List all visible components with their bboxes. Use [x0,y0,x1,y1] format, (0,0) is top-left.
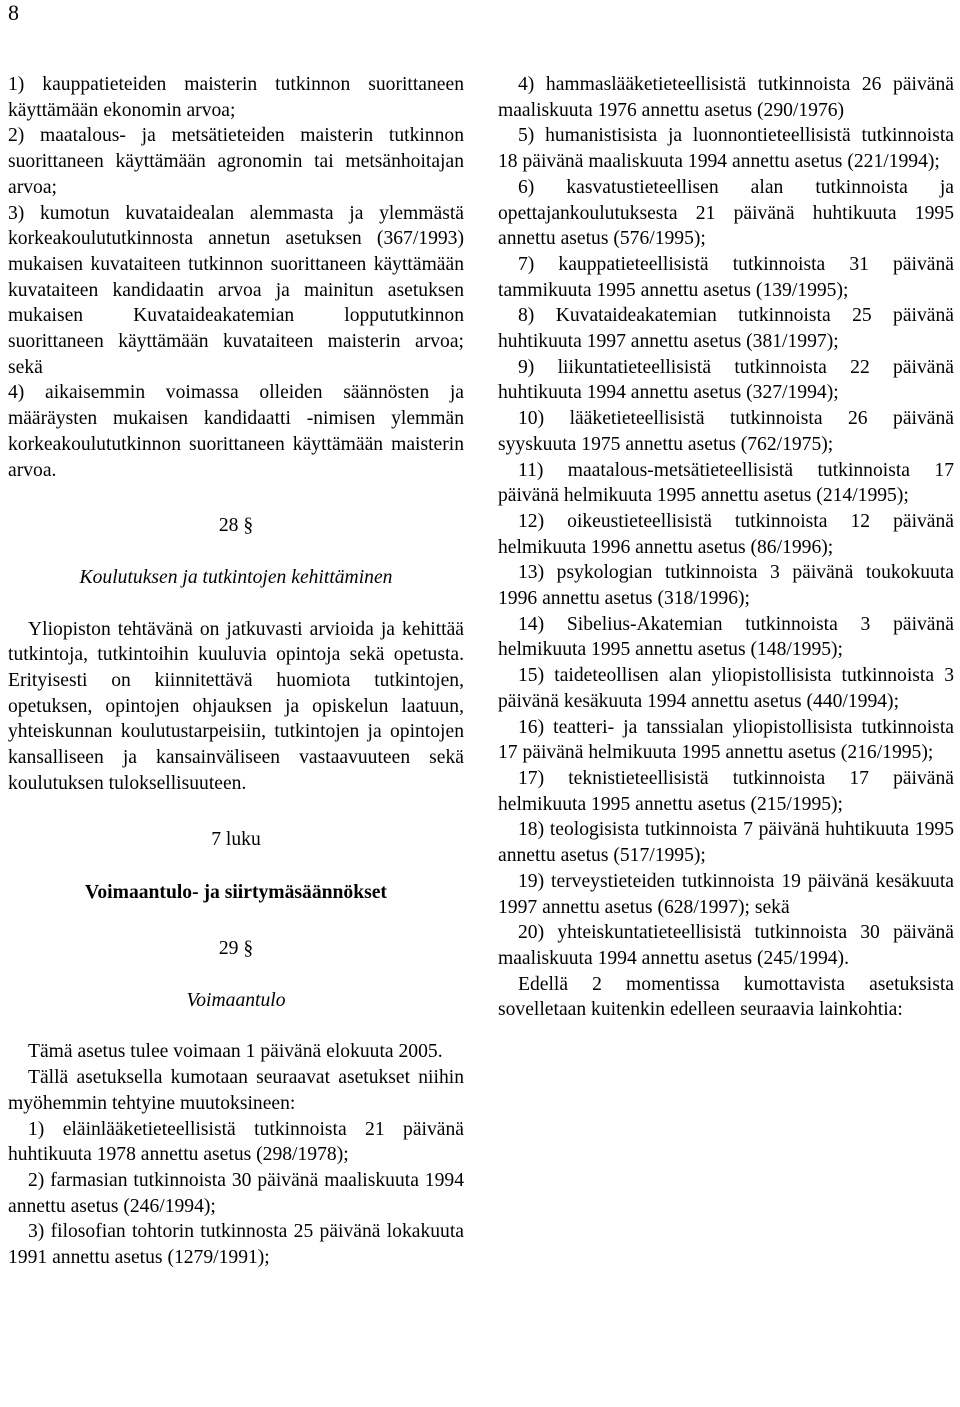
list-item: 5) humanistisista ja luonnontieteellisistä tutkinnoista 18 päivänä maaliskuuta 1994 annettu asetus (221/1994); [498,125,954,173]
list-item: 4) hammaslääketieteellisistä tutkinnoista 26 päivänä maaliskuuta 1976 annettu asetus (290/1976) [498,74,954,121]
list-item: 8) Kuvataideakatemian tutkinnoista 25 päivänä huhtikuuta 1997 annettu asetus (381/1997); [498,305,954,353]
list-item: 2) maatalous- ja metsätieteiden maisterin tutkinnon suorittaneen käyttämään agronomin tai metsänhoitajan arvoa; [8,125,464,198]
list-item: 20) yhteiskuntatieteellisistä tutkinnoista 30 päivänä maaliskuuta 1994 annettu asetus (245/1994). [498,922,954,969]
list-item: 1) eläinlääketieteellisistä tutkinnoista 21 päivänä huhtikuuta 1978 annettu asetus (298/1978); [8,1118,464,1166]
section-title: Voimaantulo [186,989,286,1011]
list-item: 1) kauppatieteiden maisterin tutkinnon suorittaneen käyttämään ekonomin arvoa; [8,74,464,121]
left-column [8,72,464,1271]
list-item: 7) kauppatieteellisistä tutkinnoista 31 päivänä tammikuuta 1995 annettu asetus (139/1995); [498,253,954,301]
list-item: 4) aikaisemmin voimassa olleiden säännösten ja määräysten mukaisen kandidaatti -nimisen ylemmän korkeakoulututkinnon suorittaneen käyttämään maisterin arvoa. [8,382,464,481]
section-title: Koulutuksen ja tutkintojen kehittäminen [79,566,393,588]
list-item: 10) lääketieteellisistä tutkinnoista 26 päivänä syyskuuta 1975 annettu asetus (762/1975); [498,408,954,455]
list-item: 19) terveystieteiden tutkinnoista 19 päivänä kesäkuuta 1997 annettu asetus (628/1997); sekä [498,870,954,918]
list-item: 13) psykologian tutkinnoista 3 päivänä toukokuuta 1996 annettu asetus (318/1996); [498,562,954,610]
list-item: 2) farmasian tutkinnoista 30 päivänä maaliskuuta 1994 annettu asetus (246/1994); [8,1169,464,1217]
list-item: 9) liikuntatieteellisistä tutkinnoista 22 päivänä huhtikuuta 1994 annettu asetus (327/1994); [498,356,954,404]
section-number: 28 § [218,515,254,537]
section-paragraph: Tällä asetuksella kumotaan seuraavat asetukset niihin myöhemmin tehtyine muutoksineen: [8,1067,464,1114]
page-number: 8 [8,0,19,25]
chapter-title: Voimaantulo- ja siirtymäsäännökset [85,882,387,904]
list-item: 3) filosofian tohtorin tutkinnosta 25 päivänä lokakuuta 1991 annettu asetus (1279/1991); [8,1221,464,1269]
list-item: 18) teologisista tutkinnoista 7 päivänä huhtikuuta 1995 annettu asetus (517/1995); [498,819,954,867]
section-paragraph: Tämä asetus tulee voimaan 1 päivänä elokuuta 2005. [28,1041,443,1063]
list-item: 16) teatteri- ja tanssialan yliopistollisista tutkinnoista 17 päivänä helmikuuta 1995 annettu asetus (216/1995); [498,716,954,764]
list-item: 6) kasvatustieteellisen alan tutkinnoista ja opettajankoulutuksesta 21 päivänä huhtikuuta 1995 annettu asetus (576/1995); [498,176,954,250]
closing-paragraph: Edellä 2 momentissa kumottavista asetuksista sovelletaan kuitenkin edelleen seuraavia lainkohtia: [498,973,954,1021]
list-item: 15) taideteollisen alan yliopistollisista tutkinnoista 3 päivänä kesäkuuta 1994 annettu asetus (440/1994); [498,665,954,712]
right-column [498,72,954,1023]
chapter-number: 7 luku [211,828,261,850]
list-item: 17) teknistieteellisistä tutkinnoista 17 päivänä helmikuuta 1995 annettu asetus (215/1995); [498,767,954,815]
list-item: 11) maatalous-metsätieteellisistä tutkinnoista 17 päivänä helmikuuta 1995 annettu asetus (214/1995); [498,459,954,507]
section-paragraph: Yliopiston tehtävänä on jatkuvasti arvioida ja kehittää tutkintoja, tutkintoihin kuuluvia opintoja sekä opetusta. Erityisesti on kiinnitettävä huomiota tutkintojen, opetuksen, opintojen ohjauksen ja opiskelun laatuun, yhteiskunnan koulutustarpeisiin, tutkintojen ja opintojen kansalliseen ja kansainväliseen vastaavuuteen sekä koulutuksen tuloksellisuuteen. [8,618,464,794]
list-item: 12) oikeustieteellisistä tutkinnoista 12 päivänä helmikuuta 1996 annettu asetus (86/1996); [498,510,954,558]
list-item: 14) Sibelius-Akatemian tutkinnoista 3 päivänä helmikuuta 1995 annettu asetus (148/1995); [498,613,954,661]
list-item: 3) kumotun kuvataidealan alemmasta ja ylemmästä korkeakoulututkinnosta annetun asetuksen (367/1993) mukaisen kuvataiteen tutkinnon suorittaneen käyttämään kuvataiteen kandidaatin arvoa ja mainitun asetuksen mukaisen Kuvataideakatemian loppututkinnon suorittaneen käyttämään kuvataiteen maisterin arvoa; sekä [8,202,464,378]
section-number: 29 § [218,937,254,959]
